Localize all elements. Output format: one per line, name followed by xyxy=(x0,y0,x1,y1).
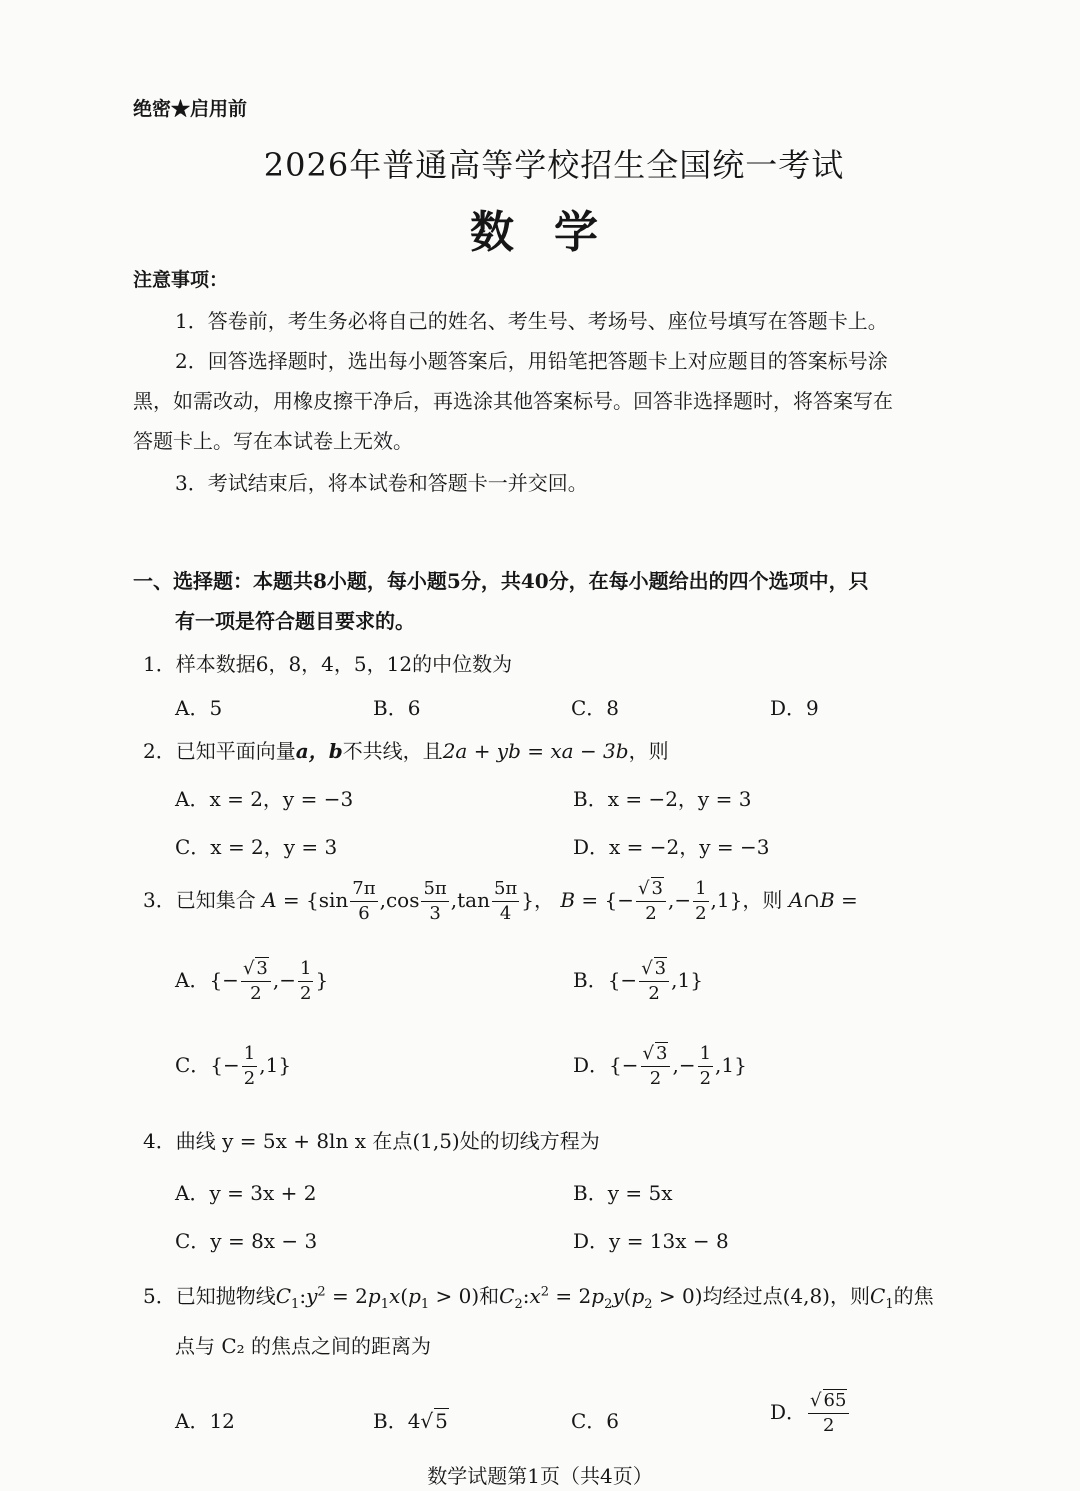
question-1-option-b: B．6 xyxy=(373,696,421,720)
question-3-option-d: D．{− $\frac{√ 3}{2}$ ,− $\frac{1}{2}$ ,1} xyxy=(573,1043,747,1089)
question-4-stem: 4．曲线 y = 5x + 8ln x 在点(1,5)处的切线方程为 xyxy=(143,1129,600,1153)
question-1-option-c: C．8 xyxy=(571,696,620,720)
question-2-option-c: C．x = 2，y = 3 xyxy=(175,835,338,859)
question-2-stem: 2．已知平面向量a，b不共线，且2a + yb = xa − 3b，则 xyxy=(143,739,669,763)
page-footer: 数学试题第1页（共4页） xyxy=(427,1464,653,1488)
question-1-option-a: A．5 xyxy=(175,696,223,720)
question-2-option-d: D．x = −2，y = −3 xyxy=(573,835,770,859)
question-5-option-d: D． $\frac{√ 65}{2}$ xyxy=(770,1392,851,1435)
section-heading-line-2: 有一项是符合题目要求的。 xyxy=(175,609,415,633)
question-3-option-b: B．{− $\frac{√ 3}{2}$ ,1} xyxy=(573,958,703,1004)
question-4-option-a: A．y = 3x + 2 xyxy=(175,1181,317,1205)
question-5-stem-line-2: 点与 C₂ 的焦点之间的距离为 xyxy=(175,1334,432,1358)
confidential-mark: 绝密★启用前 xyxy=(133,98,248,120)
question-4-option-b: B．y = 5x xyxy=(573,1181,673,1205)
notice-item-3: 3．考试结束后，将本试卷和答题卡一并交回。 xyxy=(175,471,588,495)
question-1-stem: 1．样本数据6，8，4，5，12的中位数为 xyxy=(143,652,513,676)
question-4-option-c: C．y = 8x − 3 xyxy=(175,1229,318,1253)
question-5-stem-line-1: 5．已知抛物线$C_1:y^2 = 2p_1x(p_1 > 0)$和$C_2:x^2 = 2p_2y(p_2 > 0)$均经过点(4,8)，则$C_1$的焦 xyxy=(143,1284,934,1312)
notice-item-1: 1．答卷前，考生务必将自己的姓名、考生号、考场号、座位号填写在答题卡上。 xyxy=(175,309,888,333)
question-3-option-a: A．{− $\frac{√ 3}{2}$ ,− $\frac{1}{2}$ } xyxy=(175,958,329,1004)
question-5-option-c: C．6 xyxy=(571,1409,620,1433)
question-2-option-a: A．x = 2，y = −3 xyxy=(175,787,354,811)
question-4-option-d: D．y = 13x − 8 xyxy=(573,1229,729,1253)
question-5-option-b: B．4√ 5 xyxy=(373,1409,448,1433)
question-1-option-d: D．9 xyxy=(770,696,819,720)
question-3-option-c: C．{− $\frac{1}{2}$ ,1} xyxy=(175,1043,292,1089)
notice-item-2-line-3: 答题卡上。写在本试卷上无效。 xyxy=(133,429,413,453)
question-5-option-a: A．12 xyxy=(175,1409,235,1433)
notice-heading: 注意事项： xyxy=(133,269,229,291)
question-2-option-b: B．x = −2，y = 3 xyxy=(573,787,752,811)
notice-item-2-line-1: 2．回答选择题时，选出每小题答案后，用铅笔把答题卡上对应题目的答案标号涂 xyxy=(175,349,888,373)
section-heading-line-1: 一、选择题：本题共8小题，每小题5分，共40分，在每小题给出的四个选项中，只 xyxy=(133,569,869,593)
subject-title: 数学 xyxy=(470,207,638,258)
notice-item-2-line-2: 黑，如需改动，用橡皮擦干净后，再选涂其他答案标号。回答非选择题时，将答案写在 xyxy=(133,389,893,413)
exam-title: 2026年普通高等学校招生全国统一考试 xyxy=(263,146,845,184)
question-3-stem: 3．已知集合 A = {sin $\frac{7\pi}{6}$ ,cos $\frac{5\pi}{3}$ ,tan $\frac{5\pi}{4}$ }， B = {− $\frac{√ 3}{2}$ ,− $\frac{1}{2}$ ,1}，则 A∩B = xyxy=(143,878,858,924)
